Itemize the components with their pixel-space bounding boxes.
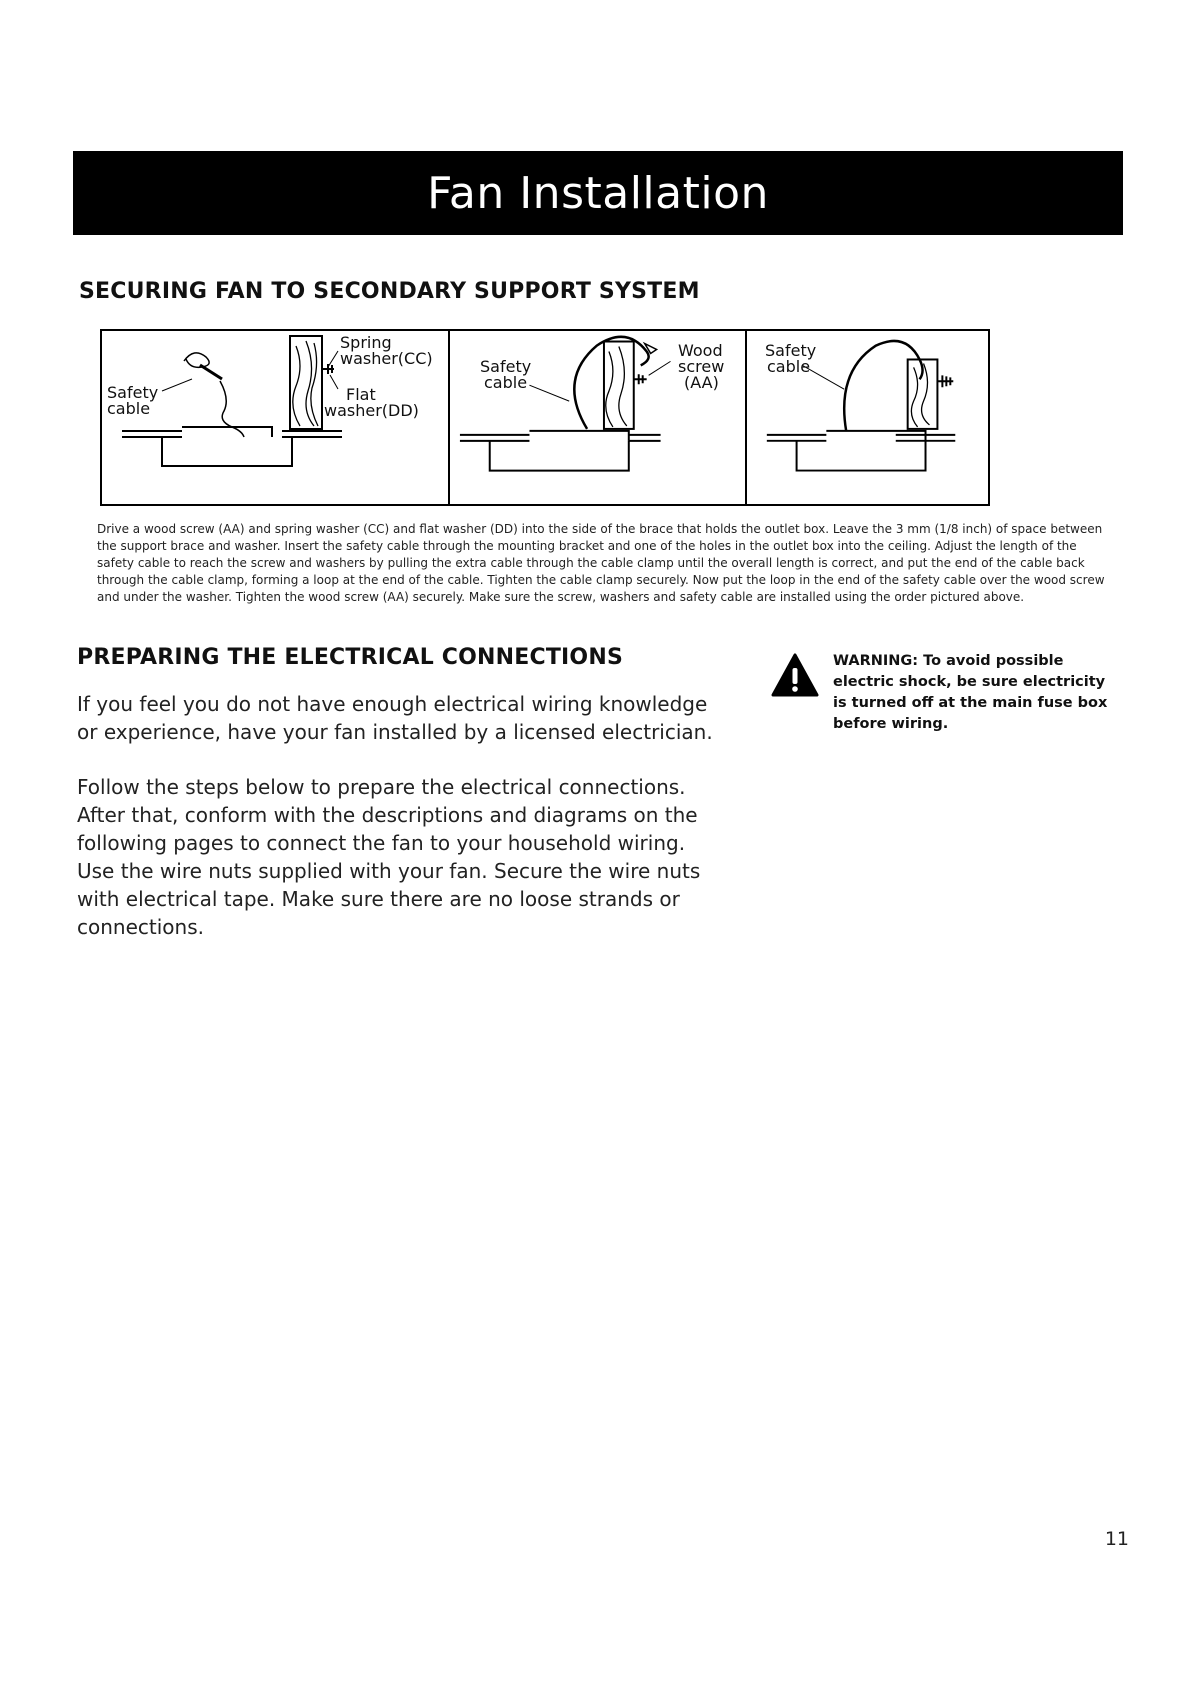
- title-banner: [73, 151, 1123, 235]
- flat-washer-label-line2: washer(DD): [324, 401, 419, 420]
- warning-icon: [771, 653, 819, 697]
- wood-screw-label-line1: Wood: [678, 341, 723, 360]
- safety-cable-label-line2: cable: [107, 399, 151, 418]
- safety-cable-label-line2: cable: [484, 373, 528, 392]
- figure-panel-1: [102, 331, 448, 504]
- electrician-paragraph: If you feel you do not have enough electrical wiring knowledge or experience, have your fan installed by a licensed electrician.: [77, 692, 713, 744]
- wood-screw-label-line2: screw: [678, 357, 725, 376]
- flat-washer-label-line1: Flat: [346, 385, 376, 404]
- section-heading-electrical: PREPARING THE ELECTRICAL CONNECTIONS: [77, 645, 623, 670]
- figure-panel-2: [448, 331, 745, 504]
- instructions-paragraph: Follow the steps below to prepare the electrical connections. After that, conform with the descriptions and diagrams on the following pages to connect the fan to your household wiring. Use the wire nuts supplied with your fan. Secure the wire nuts with electrical tape. Make sure there are no loose strands or connections.: [77, 775, 701, 939]
- safety-cable-label-line1: Safety: [107, 383, 159, 402]
- safety-cable-label-line1: Safety: [765, 341, 817, 360]
- warning-text: WARNING: To avoid possible electric shock, be sure electricity is turned off at the main fuse box before wiring.: [833, 653, 1108, 732]
- wood-screw-label-line3: (AA): [684, 373, 719, 392]
- safety-cable-label-line2: cable: [767, 357, 811, 376]
- page-title: Fan Installation: [427, 167, 769, 219]
- figure-caption: Drive a wood screw (AA) and spring washer (CC) and flat washer (DD) into the side of the brace that holds the outlet box. Leave the 3 mm (1/8 inch) of space between the support brace and washer. Insert the safety cable through the mounting bracket and one of the holes in the outlet box into the ceiling. Adjust the length of the safety cable to reach the screw and washers by pulling the extra cable through the cable clamp until the overall length is correct, and put the end of the cable back through the cable clamp, forming a loop at the end of the cable. Tighten the cable clamp securely. Now put the loop in the end of the safety cable over the wood screw and under the washer. Tighten the wood screw (AA) securely. Make sure the screw, washers and safety cable are installed using the order pictured above.: [97, 522, 1105, 604]
- section-heading-securing-fan: SECURING FAN TO SECONDARY SUPPORT SYSTEM: [79, 279, 700, 304]
- installation-figure: [100, 329, 990, 506]
- safety-cable-label-line1: Safety: [480, 357, 532, 376]
- figure-panel-3: [745, 331, 988, 504]
- spring-washer-label-line2: washer(CC): [340, 349, 433, 368]
- spring-washer-label-line1: Spring: [340, 333, 392, 352]
- page-number: 11: [1104, 1528, 1129, 1550]
